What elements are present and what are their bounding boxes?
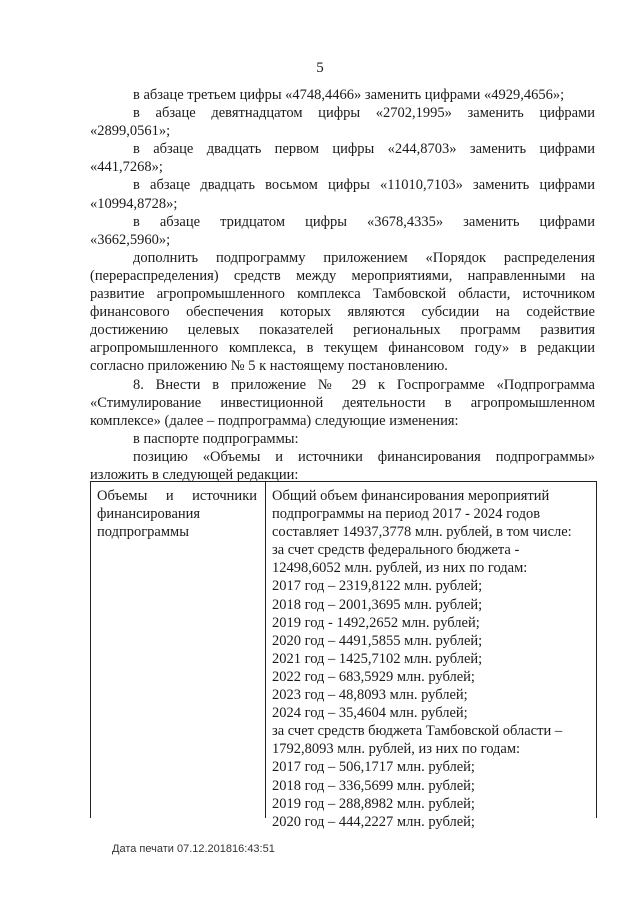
paragraph: дополнить подпрограмму приложением «Порядок распределения (перераспределения) средств между мероприятиями, направленными на развитие агропромышленного комплекса Тамбовской области, источником финансового обеспечения которых являются субсидии на содействие достижению целевых показателей региональных программ развития агропромышленного комплекса, в текущем финансовом году» в редакции согласно приложению № 5 к настоящему постановлению. [90,249,595,375]
table-value-line: составляет 14937,3778 млн. рублей, в том числе: [272,524,572,541]
paragraph: «10994,8728»; [90,195,178,212]
table-value-line: 2017 год – 2319,8122 млн. рублей; [272,578,483,595]
table-value-line: Общий объем финансирования мероприятий [272,488,550,504]
print-date-footer: Дата печати 07.12.201816:43:51 [112,843,275,855]
table-value-line: 1792,8093 млн. рублей, из них по годам: [272,741,521,758]
table-value-line: 2023 год – 48,8093 млн. рублей; [272,687,468,704]
paragraph: в абзаце тридцатом цифры «3678,4335» заменить цифрами [133,213,595,230]
table-value-line: 2021 год – 1425,7102 млн. рублей; [272,650,483,667]
table-value-line: 2024 год – 35,4604 млн. рублей; [272,705,468,722]
funding-table [90,481,597,830]
table-value-line: подпрограммы на период 2017 - 2024 годов [272,506,541,523]
table-value-line: 2018 год – 336,5699 млн. рублей; [272,777,475,794]
table-value-line: 2019 год – 288,8982 млн. рублей; [272,795,475,812]
table-value-line: 2019 год - 1492,2652 млн. рублей; [272,614,480,631]
paragraph: в абзаце двадцать восьмом цифры «11010,7103» заменить цифрами [133,177,595,194]
table-value-line: за счет средств бюджета Тамбовской области – [272,723,563,740]
paragraph: «2899,0561»; [90,123,171,140]
table-label-line: подпрограммы [97,524,189,541]
table-value-line: 2022 год – 683,5929 млн. рублей; [272,668,475,685]
table-label-line: финансирования [97,506,201,523]
table-label-cell [97,487,257,541]
table-value-line: 2017 год – 506,1717 млн. рублей; [272,759,475,776]
table-value-cell [272,487,590,831]
paragraph: позицию «Объемы и источники финансирования подпрограммы» изложить в следующей редакции: [90,448,595,483]
paragraph: 8. Внести в приложение № 29 к Госпрограмме «Подпрограмма «Стимулирование инвестиционной деятельности в агропромышленном комплексе» (далее – подпрограмма) следующие изменения: [90,376,595,429]
paragraph: «3662,5960»; [90,231,171,248]
paragraph: в абзаце двадцать первом цифры «244,8703» заменить цифрами [133,141,595,158]
table-value-line: за счет средств федерального бюджета - [272,542,520,559]
table-value-line: 2020 год – 444,2227 млн. рублей; [272,813,475,830]
page-number: 5 [316,60,324,76]
paragraph: в абзаце девятнадцатом цифры «2702,1995» заменить цифрами [133,105,595,122]
document-body [90,86,595,484]
paragraph: в абзаце третьем цифры «4748,4466» заменить цифрами «4929,4656»; [133,87,565,103]
table-value-line: 2018 год – 2001,3695 млн. рублей; [272,596,483,613]
table-label-line: Объемы и источники [97,488,257,504]
paragraph: в паспорте подпрограммы: [133,430,299,447]
table-column-divider [265,482,266,818]
paragraph: «441,7268»; [90,159,163,176]
table-value-line: 2020 год – 4491,5855 млн. рублей; [272,632,483,649]
table-value-line: 12498,6052 млн. рублей, из них по годам: [272,560,528,577]
